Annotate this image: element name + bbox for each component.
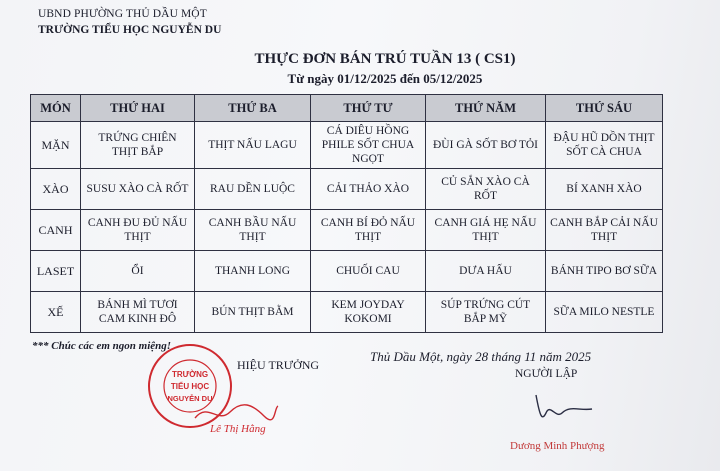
- date-range: Từ ngày 01/12/2025 đến 05/12/2025: [287, 71, 483, 86]
- table-cell: RAU DỀN LUỘC: [195, 169, 311, 210]
- column-header: THỨ BA: [195, 95, 311, 122]
- table-cell: TRỨNG CHIÊN THỊT BẮP: [81, 122, 195, 169]
- column-header: THỨ NĂM: [426, 95, 546, 122]
- row-label: LASET: [31, 251, 81, 292]
- table-cell: CẢI THẢO XÀO: [311, 169, 426, 210]
- svg-text:NGUYỄN DU: NGUYỄN DU: [167, 394, 213, 403]
- table-cell: CANH GIÁ HẸ NẤU THỊT: [426, 210, 546, 251]
- row-label: MẶN: [31, 122, 81, 169]
- org-line-2: TRƯỜNG TIỂU HỌC NGUYỄN DU: [38, 24, 222, 36]
- table-cell: CÁ DIÊU HỒNG PHILE SỐT CHUA NGỌT: [311, 122, 426, 169]
- table-cell: DƯA HẤU: [426, 251, 546, 292]
- table-row: [31, 251, 663, 292]
- column-header: MÓN: [31, 95, 81, 122]
- table-cell: CANH ĐU ĐỦ NẤU THỊT: [81, 210, 195, 251]
- preparer-title: NGƯỜI LẬP: [515, 368, 578, 380]
- table-cell: CANH BẮP CẢI NẤU THỊT: [546, 210, 663, 251]
- table-cell: ĐẬU HŨ DỒN THỊT SỐT CÀ CHUA: [546, 122, 663, 169]
- org-line-1: UBND PHƯỜNG THỦ DẦU MỘT: [38, 8, 207, 20]
- table-cell: THANH LONG: [195, 251, 311, 292]
- table-cell: BÁNH TIPO BƠ SỮA: [546, 251, 663, 292]
- place-date: Thủ Dầu Một, ngày 28 tháng 11 năm 2025: [370, 349, 592, 364]
- svg-text:TIỂU HỌC: TIỂU HỌC: [170, 382, 210, 391]
- principal-title: HIỆU TRƯỞNG: [237, 358, 320, 372]
- table-cell: SÚP TRỨNG CÚT BẮP MỸ: [426, 292, 546, 333]
- table-row: [31, 210, 663, 251]
- table-cell: SUSU XÀO CÀ RỐT: [81, 169, 195, 210]
- table-cell: CANH BẦU NẤU THỊT: [195, 210, 311, 251]
- table-cell: CANH BÍ ĐỎ NẤU THỊT: [311, 210, 426, 251]
- menu-table: [30, 94, 663, 333]
- svg-text:TRƯỜNG: TRƯỜNG: [171, 370, 209, 379]
- table-cell: BÚN THỊT BẰM: [195, 292, 311, 333]
- table-row: [31, 169, 663, 210]
- row-label: CANH: [31, 210, 81, 251]
- table-header-row: [31, 95, 663, 122]
- column-header: THỨ SÁU: [546, 95, 663, 122]
- table-cell: BÁNH MÌ TƯƠI CAM KINH ĐÔ: [81, 292, 195, 333]
- table-row: [31, 292, 663, 333]
- preparer-signature: [530, 383, 600, 425]
- table-cell: SỮA MILO NESTLE: [546, 292, 663, 333]
- table-cell: CỦ SẮN XÀO CÀ RỐT: [426, 169, 546, 210]
- table-cell: THỊT NẤU LAGU: [195, 122, 311, 169]
- column-header: THỨ TƯ: [311, 95, 426, 122]
- principal-name: Lê Thị Hằng: [210, 423, 266, 435]
- table-row: [31, 122, 663, 169]
- table-cell: CHUỐI CAU: [311, 251, 426, 292]
- column-header: THỨ HAI: [81, 95, 195, 122]
- menu-title: THỰC ĐƠN BÁN TRÚ TUẦN 13 ( CS1): [254, 51, 516, 67]
- row-label: XÀO: [31, 169, 81, 210]
- table-cell: BÍ XANH XÀO: [546, 169, 663, 210]
- table-cell: ĐÙI GÀ SỐT BƠ TỎI: [426, 122, 546, 169]
- wish-note: *** Chúc các em ngon miệng!: [32, 340, 172, 352]
- preparer-name: Dương Minh Phượng: [510, 440, 605, 452]
- table-cell: ỔI: [81, 251, 195, 292]
- row-label: XẾ: [31, 292, 81, 333]
- table-cell: KEM JOYDAY KOKOMI: [311, 292, 426, 333]
